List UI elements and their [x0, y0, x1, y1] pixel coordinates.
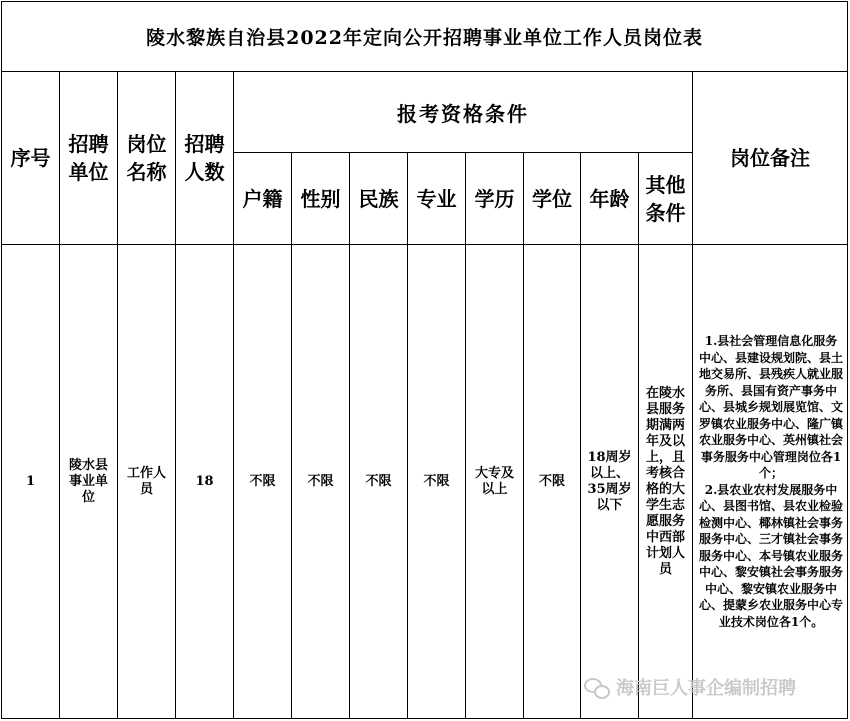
notes-item-2: 2.县农业农村发展服务中心、县图书馆、县农业检验检测中心、椰林镇社会事务服务中心、三才镇社会事务服务中心、本号镇农业服务中心、黎安镇社会事务服务中心、黎安镇农业服务中心、提蒙乡农业服务中心专业技术岗位各1个。 [699, 482, 844, 629]
header-unit: 招聘单位 [60, 72, 118, 245]
watermark-text: 海南巨人事企编制招聘 [616, 678, 796, 699]
header-requirements: 报考资格条件 [234, 72, 693, 153]
wechat-icon [584, 676, 610, 698]
cell-position: 工作人员 [118, 245, 176, 719]
header-notes: 岗位备注 [693, 72, 848, 245]
table-row [2, 245, 848, 719]
watermark [584, 672, 796, 702]
cell-unit: 陵水县事业单位 [60, 245, 118, 719]
header-degree: 学位 [524, 153, 581, 245]
header-count: 招聘人数 [176, 72, 234, 245]
header-major: 专业 [408, 153, 466, 245]
cell-seq: 1 [2, 245, 60, 719]
cell-degree: 不限 [524, 245, 581, 719]
cell-education: 大专及以上 [466, 245, 524, 719]
cell-ethnicity: 不限 [350, 245, 408, 719]
header-ethnicity: 民族 [350, 153, 408, 245]
header-seq: 序号 [2, 72, 60, 245]
cell-age: 18周岁以上、35周岁以下 [581, 245, 639, 719]
cell-gender: 不限 [292, 245, 350, 719]
notes-item-1: 1.县社会管理信息化服务中心、县建设规划院、县土地交易所、县残疾人就业服务所、县国有资产事务中心、县城乡规划展览馆、文罗镇农业服务中心、隆广镇农业服务中心、英州镇社会事务服务中心管理岗位各1个； [699, 334, 844, 480]
header-gender: 性别 [292, 153, 350, 245]
header-other: 其他条件 [639, 153, 693, 245]
cell-hukou: 不限 [234, 245, 292, 719]
title-row [2, 2, 848, 72]
cell-other: 在陵水县服务期满两年及以上，且考核合格的大学生志愿服务中西部计划人员 [639, 245, 693, 719]
header-position: 岗位名称 [118, 72, 176, 245]
header-row-1 [2, 72, 848, 153]
cell-notes [693, 245, 848, 719]
table-title: 陵水黎族自治县2022年定向公开招聘事业单位工作人员岗位表 [2, 2, 848, 72]
header-age: 年龄 [581, 153, 639, 245]
header-hukou: 户籍 [234, 153, 292, 245]
recruitment-table [1, 1, 848, 719]
header-education: 学历 [466, 153, 524, 245]
cell-major: 不限 [408, 245, 466, 719]
cell-count: 18 [176, 245, 234, 719]
